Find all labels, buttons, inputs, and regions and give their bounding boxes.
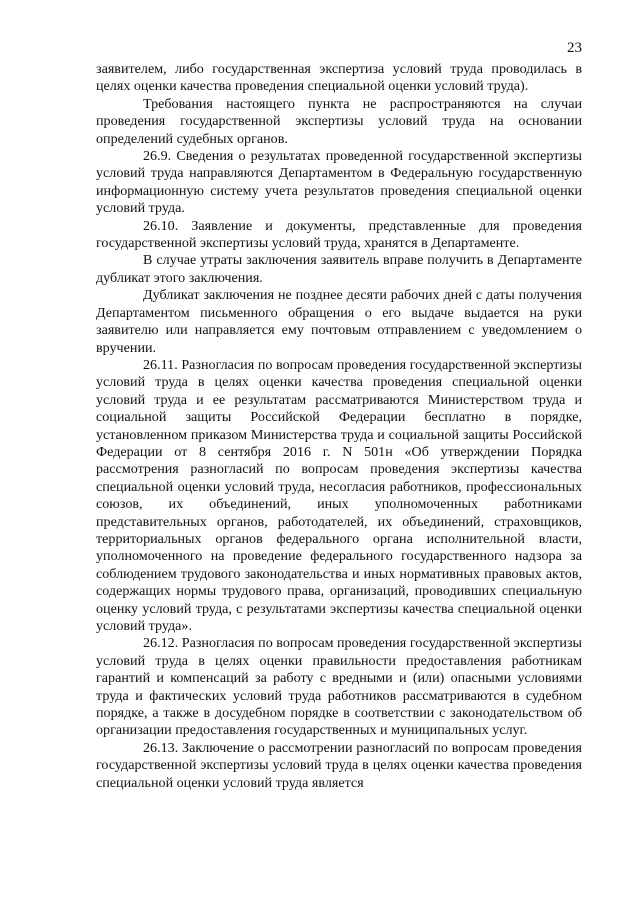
paragraph-requirements: Требования настоящего пункта не распространяются на случаи проведения государственной экспертизы условий труда на основании определений судебных органов.: [96, 95, 582, 147]
paragraph-26-11: 26.11. Разногласия по вопросам проведения государственной экспертизы условий труда в целях оценки качества проведения специальной оценки условий труда и ее результатам рассматриваются Министерством труда и социальной защиты Российской Федерации бесплатно в порядке, установленном приказом Министерства труда и социальной защиты Российской Федерации от 8 сентября 2016 г. N 501н «Об утверждении Порядка рассмотрения разногласий по вопросам проведения экспертизы качества специальной оценки условий труда, несогласия работников, профессиональных союзов, их объединений, иных уполномоченных работниками представительных органов, работодателей, их объединений, страховщиков, территориальных органов федерального органа исполнительной власти, уполномоченного на проведение федерального государственного надзора за соблюдением трудового законодательства и иных нормативных правовых актов, содержащих нормы трудового права, организаций, проводивших специальную оценку условий труда, с результатами экспертизы качества специальной оценки условий труда».: [96, 356, 582, 634]
paragraph-26-12: 26.12. Разногласия по вопросам проведения государственной экспертизы условий труда в целях оценки правильности предоставления работникам гарантий и компенсаций за работу с вредными и (или) опасными условиями труда и фактических условий труда работников рассматриваются в судебном порядке, а также в досудебном порядке в соответствии с законодательством об организации предоставления государственных и муниципальных услуг.: [96, 635, 582, 739]
document-body: [96, 61, 582, 792]
page-number: 23: [567, 40, 582, 56]
paragraph-26-9: 26.9. Сведения о результатах проведенной государственной экспертизы условий труда направляются Департаментом в Федеральную государственную информационную систему учета результатов проведения специальной оценки условий труда.: [96, 148, 582, 217]
paragraph-26-13: 26.13. Заключение о рассмотрении разногласий по вопросам проведения государственной экспертизы условий труда в целях оценки качества проведения специальной оценки условий труда является: [96, 739, 582, 791]
paragraph-loss-duplicate: В случае утраты заключения заявитель вправе получить в Департаменте дубликат этого заключения.: [96, 252, 582, 286]
paragraph-duplicate-issue: Дубликат заключения не позднее десяти рабочих дней с даты получения Департаментом письменного обращения о его выдаче выдается на руки заявителю или направляется ему почтовым отправлением с уведомлением о вручении.: [96, 287, 582, 356]
paragraph-continuation: заявителем, либо государственная экспертиза условий труда проводилась в целях оценки качества проведения специальной оценки условий труда).: [96, 61, 582, 95]
paragraph-26-10: 26.10. Заявление и документы, представленные для проведения государственной экспертизы условий труда, хранятся в Департаменте.: [96, 217, 582, 252]
